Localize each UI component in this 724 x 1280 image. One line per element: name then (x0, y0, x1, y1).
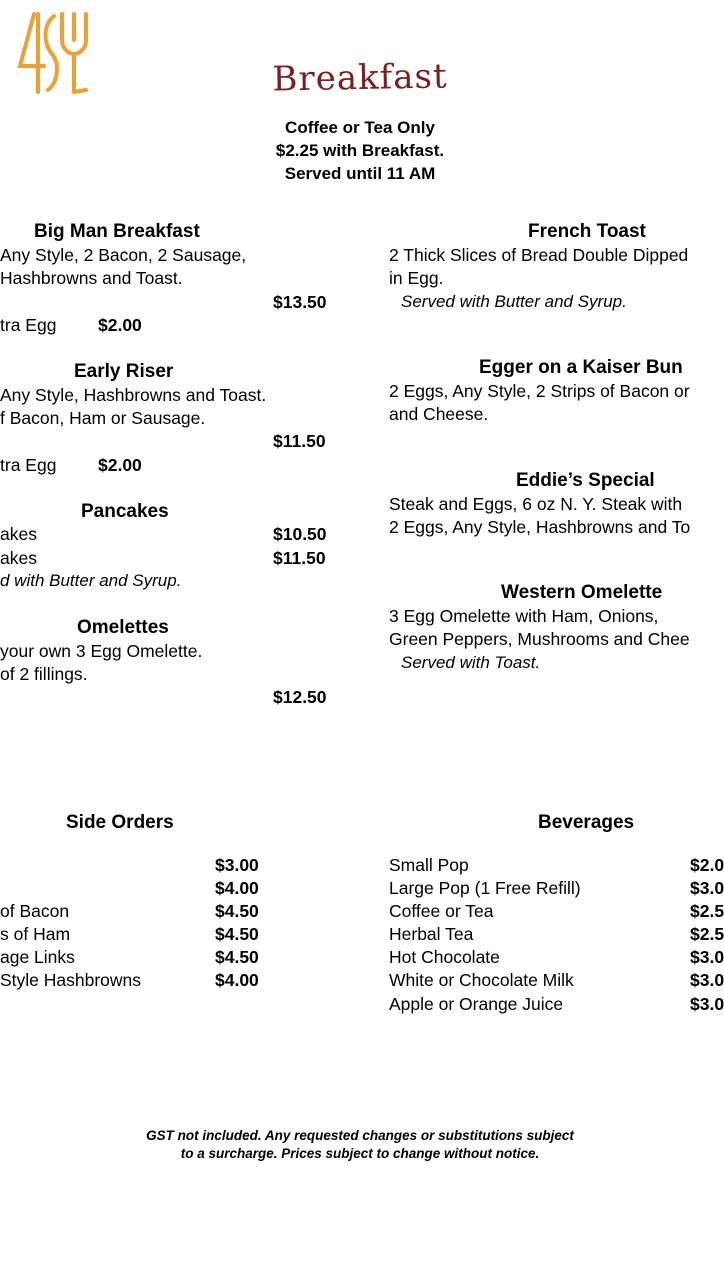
western-omelette-title: Western Omelette (501, 582, 663, 603)
pancakes-row-1-label: akes (0, 524, 37, 544)
beverage-price-1: $2.0 (690, 855, 724, 875)
eddies-special-desc-1: Steak and Eggs, 6 oz N. Y. Steak with (389, 494, 683, 514)
beverage-label-2: Large Pop (1 Free Refill) (389, 878, 581, 898)
early-riser-desc-1: Any Style, Hashbrowns and Toast. (0, 385, 267, 405)
western-omelette-desc-2: Green Peppers, Mushrooms and Chee (389, 629, 690, 649)
beverage-label-4: Herbal Tea (389, 924, 474, 944)
omelettes-title: Omelettes (77, 617, 169, 638)
side-order-price-3: $4.50 (215, 901, 259, 921)
western-omelette-desc-1: 3 Egg Omelette with Ham, Onions, (389, 606, 659, 626)
french-toast-desc-2: in Egg. (389, 268, 444, 288)
big-man-title: Big Man Breakfast (34, 221, 200, 242)
pancakes-row-1-price: $10.50 (273, 524, 327, 544)
side-order-price-5: $4.50 (215, 947, 259, 967)
big-man-extra-label: tra Egg (0, 315, 57, 335)
intro-line-2: $2.25 with Breakfast. (275, 141, 445, 160)
beverage-label-3: Coffee or Tea (389, 901, 494, 921)
side-order-label-6: Style Hashbrowns (0, 970, 142, 990)
early-riser-extra-price: $2.00 (98, 455, 142, 475)
side-order-price-1: $3.00 (215, 855, 259, 875)
omelettes-desc-2: of 2 fillings. (0, 664, 88, 684)
footer-note-2: to a surcharge. Prices subject to change without notice. (180, 1146, 540, 1161)
side-order-label-4: s of Ham (0, 924, 71, 944)
french-toast-title: French Toast (528, 221, 646, 242)
side-order-label-3: of Bacon (0, 901, 70, 921)
egger-desc-2: and Cheese. (389, 404, 489, 424)
footer-note-1: GST not included. Any requested changes or substitutions subject (146, 1128, 574, 1143)
beverage-price-7: $3.0 (690, 994, 724, 1014)
beverage-price-2: $3.0 (690, 878, 724, 898)
pancakes-row-2-label: akes (0, 548, 37, 568)
page-title: Breakfast (272, 56, 448, 100)
pancakes-row-2-price: $11.50 (273, 548, 326, 568)
side-order-price-6: $4.00 (215, 970, 259, 990)
side-order-price-4: $4.50 (215, 924, 259, 944)
egger-desc-1: 2 Eggs, Any Style, 2 Strips of Bacon or (389, 381, 690, 401)
side-order-label-5: age Links (0, 947, 75, 967)
beverages-title: Beverages (538, 812, 635, 833)
beverage-price-3: $2.5 (690, 901, 724, 921)
big-man-extra-price: $2.00 (98, 315, 142, 335)
beverage-price-6: $3.0 (690, 970, 724, 990)
beverage-price-4: $2.5 (690, 924, 724, 944)
beverage-label-1: Small Pop (389, 855, 469, 875)
big-man-desc-1: Any Style, 2 Bacon, 2 Sausage, (0, 245, 247, 265)
side-order-price-2: $4.00 (215, 878, 259, 898)
beverage-price-5: $3.0 (690, 947, 724, 967)
early-riser-price: $11.50 (273, 431, 326, 451)
egger-title: Egger on a Kaiser Bun (479, 357, 683, 378)
omelettes-price: $12.50 (273, 687, 327, 707)
beverage-label-6: White or Chocolate Milk (389, 970, 574, 990)
early-riser-extra-label: tra Egg (0, 455, 57, 475)
pancakes-note: d with Butter and Syrup. (0, 571, 182, 590)
intro-line-1: Coffee or Tea Only (285, 118, 435, 137)
eddies-special-desc-2: 2 Eggs, Any Style, Hashbrowns and To (389, 517, 691, 537)
beverage-label-5: Hot Chocolate (389, 947, 500, 967)
western-omelette-note: Served with Toast. (401, 653, 541, 672)
early-riser-desc-2: f Bacon, Ham or Sausage. (0, 408, 206, 428)
omelettes-desc-1: your own 3 Egg Omelette. (0, 641, 203, 661)
pancakes-title: Pancakes (81, 501, 169, 522)
early-riser-title: Early Riser (74, 361, 174, 382)
intro-line-3: Served until 11 AM (284, 164, 436, 183)
side-orders-title: Side Orders (66, 812, 174, 833)
french-toast-note: Served with Butter and Syrup. (401, 292, 627, 311)
beverage-label-7: Apple or Orange Juice (389, 994, 564, 1014)
big-man-desc-2: Hashbrowns and Toast. (0, 268, 183, 288)
big-man-price: $13.50 (273, 292, 327, 312)
eddies-special-title: Eddie’s Special (516, 470, 655, 491)
french-toast-desc-1: 2 Thick Slices of Bread Double Dipped (389, 245, 689, 265)
